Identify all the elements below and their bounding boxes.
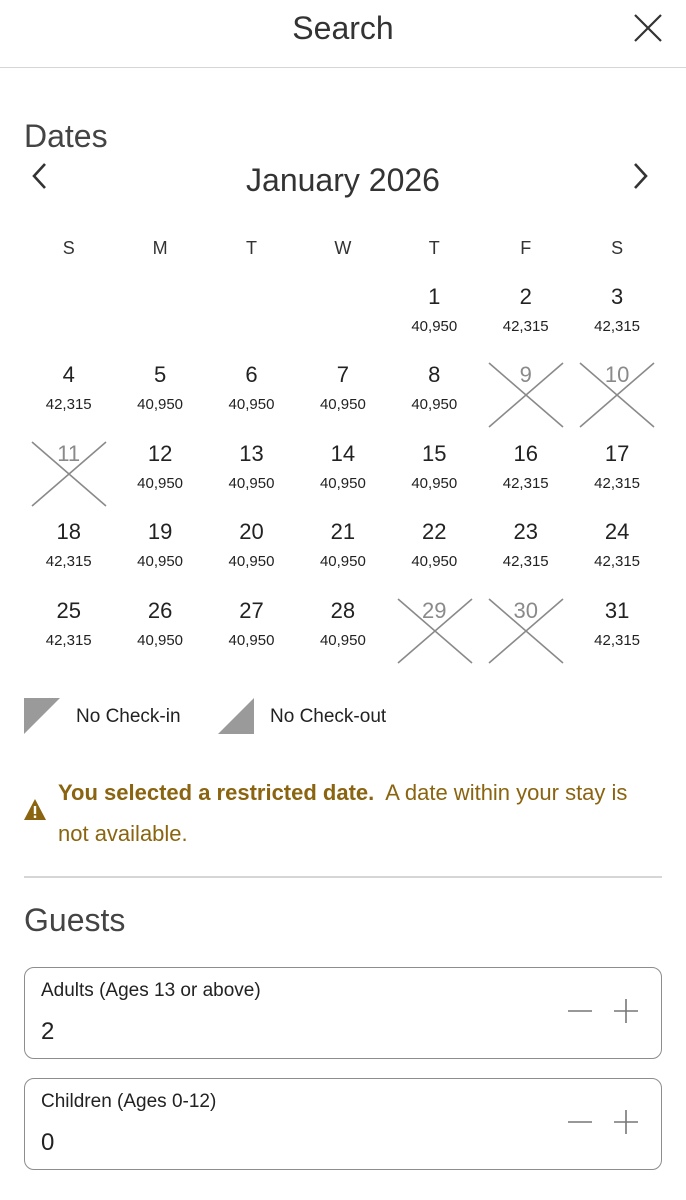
day-price: 40,950 xyxy=(228,475,275,492)
calendar-day[interactable] xyxy=(206,362,297,440)
day-price: 40,950 xyxy=(411,553,458,570)
day-price: 40,950 xyxy=(137,632,184,649)
day-price: 42,315 xyxy=(594,632,641,649)
day-number: 22 xyxy=(422,519,447,544)
calendar-day[interactable] xyxy=(389,519,480,597)
weekday-label: S xyxy=(611,238,624,258)
weekday-label: W xyxy=(334,238,352,258)
day-price: 40,950 xyxy=(228,553,275,570)
day-number: 5 xyxy=(153,362,167,387)
day-price: 40,950 xyxy=(319,553,366,570)
calendar-day[interactable] xyxy=(23,362,114,440)
calendar-day[interactable] xyxy=(297,519,388,597)
next-month-button[interactable] xyxy=(626,160,656,194)
no-checkin-icon xyxy=(24,698,60,734)
calendar-day[interactable] xyxy=(571,441,662,519)
calendar-day[interactable] xyxy=(480,441,571,519)
day-number: 23 xyxy=(513,519,538,544)
adults-increment-button[interactable] xyxy=(611,996,641,1026)
day-number: 29 xyxy=(422,598,447,623)
calendar-day[interactable] xyxy=(114,362,205,440)
day-number: 1 xyxy=(428,284,441,309)
plus-icon xyxy=(611,1107,641,1137)
warning-bold-text: You selected a restricted date. xyxy=(58,780,375,805)
day-price: 40,950 xyxy=(411,475,458,492)
calendar-day[interactable] xyxy=(23,598,114,676)
plus-icon xyxy=(611,996,641,1026)
adults-value: 2 xyxy=(41,1018,55,1045)
weekday-label: F xyxy=(520,238,532,258)
day-number: 27 xyxy=(239,598,264,623)
weekday-label: T xyxy=(245,238,257,258)
warning-text: A date within your stay is not available. xyxy=(58,780,628,846)
calendar-day-restricted xyxy=(571,362,662,440)
calendar-day[interactable] xyxy=(114,441,205,519)
children-value: 0 xyxy=(41,1129,55,1156)
children-field xyxy=(24,1078,662,1170)
adults-decrement-button[interactable] xyxy=(565,996,595,1026)
calendar-day-restricted xyxy=(480,598,571,676)
weekday-label: S xyxy=(62,238,75,258)
minus-icon xyxy=(565,996,595,1026)
calendar-day-restricted xyxy=(480,362,571,440)
day-price: 40,950 xyxy=(319,632,366,649)
day-price: 42,315 xyxy=(594,318,641,335)
day-number: 8 xyxy=(428,362,441,387)
day-number: 3 xyxy=(610,284,624,309)
day-price: 42,315 xyxy=(502,318,549,335)
day-price: 40,950 xyxy=(319,396,366,413)
unavailable-cross-icon xyxy=(488,362,564,428)
close-button[interactable] xyxy=(632,12,664,44)
calendar-day-restricted xyxy=(23,441,114,519)
calendar-day[interactable] xyxy=(389,441,480,519)
children-decrement-button[interactable] xyxy=(565,1107,595,1137)
day-number: 2 xyxy=(519,284,532,309)
day-number: 19 xyxy=(147,519,173,544)
day-number: 18 xyxy=(56,519,81,544)
calendar-day[interactable] xyxy=(297,598,388,676)
adults-field xyxy=(24,967,662,1059)
day-number: 15 xyxy=(422,441,447,466)
day-number: 10 xyxy=(604,362,630,387)
month-label: January 2026 xyxy=(246,162,440,198)
unavailable-cross-icon xyxy=(397,598,473,664)
day-price: 40,950 xyxy=(137,553,184,570)
day-number: 24 xyxy=(604,519,630,544)
minus-icon xyxy=(565,1107,595,1137)
day-number: 16 xyxy=(513,441,538,466)
day-number: 9 xyxy=(519,362,532,387)
day-price: 40,950 xyxy=(137,475,184,492)
calendar-day[interactable] xyxy=(206,519,297,597)
weekday-label: T xyxy=(428,238,440,258)
calendar-day[interactable] xyxy=(389,284,480,362)
chevron-right-icon xyxy=(626,160,656,194)
adults-label: Adults (Ages 13 or above) xyxy=(41,980,261,1001)
day-number: 30 xyxy=(513,598,538,623)
children-label: Children (Ages 0-12) xyxy=(41,1091,217,1112)
header-title: Search xyxy=(292,10,394,46)
legend-no-checkout-label: No Check-out xyxy=(270,706,387,727)
day-price: 42,315 xyxy=(45,396,92,413)
day-number: 4 xyxy=(62,362,75,387)
day-price: 42,315 xyxy=(45,553,92,570)
legend-no-checkin-label: No Check-in xyxy=(76,706,181,727)
calendar-day-restricted xyxy=(389,598,480,676)
calendar-day[interactable] xyxy=(114,519,205,597)
calendar-day[interactable] xyxy=(480,519,571,597)
day-number: 20 xyxy=(239,519,264,544)
unavailable-cross-icon xyxy=(488,598,564,664)
section-divider xyxy=(24,876,662,878)
calendar-day[interactable] xyxy=(571,284,662,362)
day-price: 40,950 xyxy=(411,396,458,413)
day-number: 11 xyxy=(57,441,81,466)
restricted-date-warning xyxy=(58,772,658,854)
children-increment-button[interactable] xyxy=(611,1107,641,1137)
day-price: 42,315 xyxy=(502,475,549,492)
day-number: 7 xyxy=(336,362,349,387)
day-price: 40,950 xyxy=(228,396,275,413)
day-number: 14 xyxy=(330,441,356,466)
calendar-day[interactable] xyxy=(297,441,388,519)
calendar-day[interactable] xyxy=(23,519,114,597)
calendar-day[interactable] xyxy=(480,284,571,362)
day-number: 12 xyxy=(147,441,173,466)
day-price: 42,315 xyxy=(502,553,549,570)
calendar-day[interactable] xyxy=(571,519,662,597)
unavailable-cross-icon xyxy=(31,441,107,507)
calendar-day[interactable] xyxy=(571,598,662,676)
guests-section-title: Guests xyxy=(24,902,126,938)
day-price: 42,315 xyxy=(594,475,641,492)
day-price: 42,315 xyxy=(594,553,641,570)
day-number: 26 xyxy=(147,598,173,623)
calendar-day[interactable] xyxy=(114,598,205,676)
calendar-day[interactable] xyxy=(389,362,480,440)
day-price: 40,950 xyxy=(319,475,366,492)
dates-section-title: Dates xyxy=(24,118,108,154)
day-number: 28 xyxy=(330,598,356,623)
day-price: 40,950 xyxy=(137,396,184,413)
calendar-day[interactable] xyxy=(206,598,297,676)
modal-header xyxy=(0,0,686,68)
calendar-day[interactable] xyxy=(297,362,388,440)
weekday-label: M xyxy=(152,238,168,258)
day-number: 25 xyxy=(56,598,81,623)
day-price: 40,950 xyxy=(411,318,458,335)
day-number: 21 xyxy=(330,519,356,544)
day-number: 31 xyxy=(604,598,630,623)
day-price: 40,950 xyxy=(228,632,275,649)
day-number: 17 xyxy=(604,441,630,466)
close-icon xyxy=(632,12,664,44)
warning-icon xyxy=(23,798,47,822)
day-price: 42,315 xyxy=(45,632,92,649)
day-number: 13 xyxy=(239,441,264,466)
calendar-day[interactable] xyxy=(206,441,297,519)
unavailable-cross-icon xyxy=(579,362,655,428)
no-checkout-icon xyxy=(218,698,254,734)
day-number: 6 xyxy=(245,362,258,387)
